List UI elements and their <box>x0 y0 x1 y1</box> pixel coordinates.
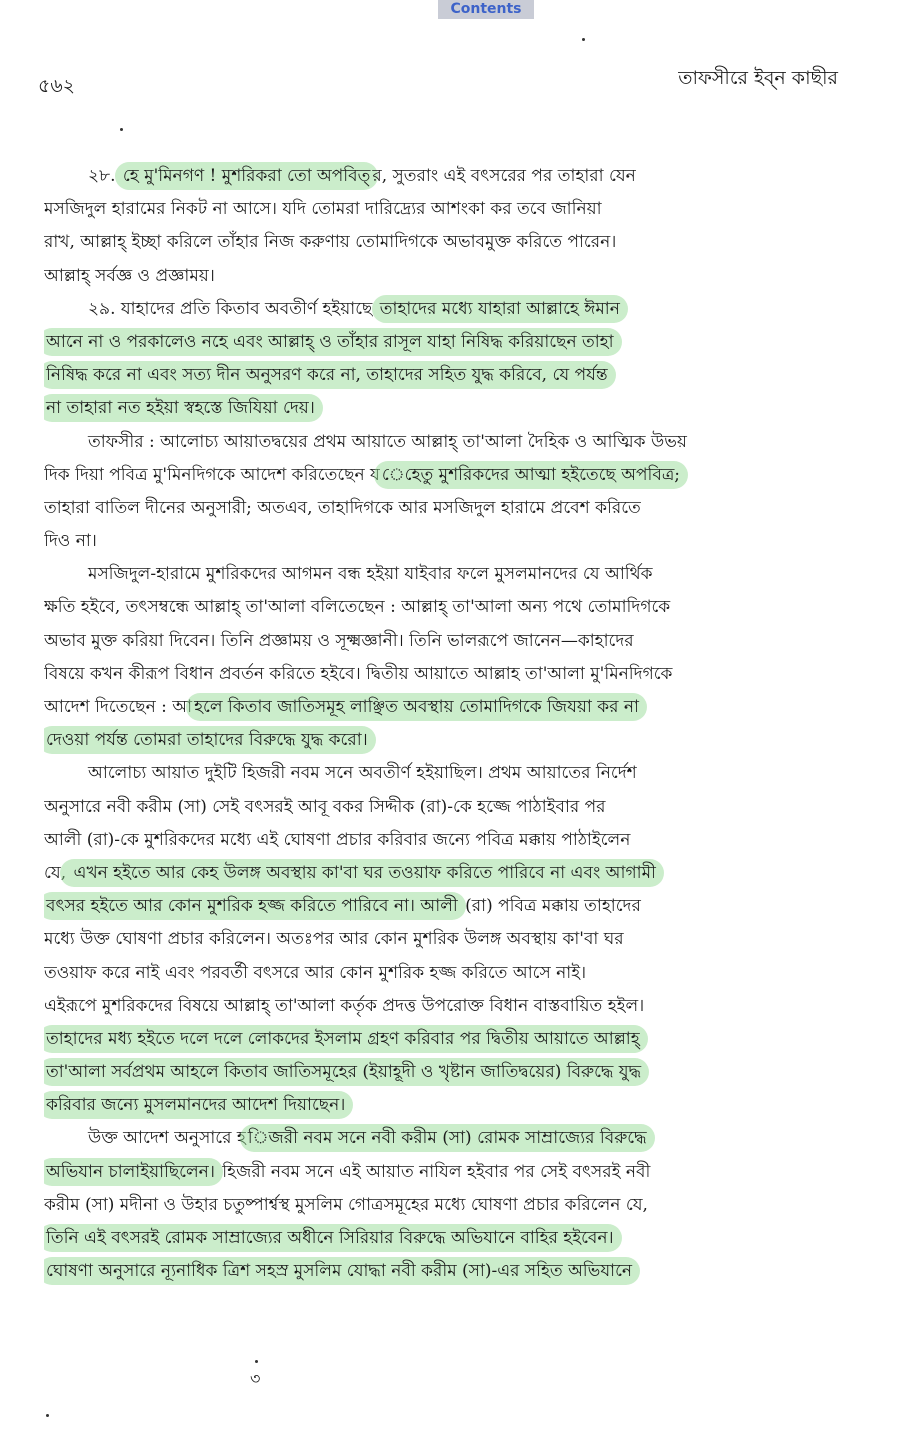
text-line <box>44 1056 842 1089</box>
scan-speck <box>582 38 585 41</box>
highlighted-text: তাহাদের মধ্যে যাহারা আল্লাহে ঈমান <box>372 295 628 323</box>
text-line: এইরূপে মুশরিকদের বিষয়ে আল্লাহ্ তা'আলা কর্তৃক প্রদত্ত উপরোক্ত বিধান বাস্তবায়িত হইল। <box>44 995 645 1016</box>
text-line: রাখ, আল্লাহ্ ইচ্ছা করিলে তাঁহার নিজ করুণায় তোমাদিগকে অভাবমুক্ত করিতে পারেন। <box>44 232 617 253</box>
highlighted-text: দেওয়া পর্যন্ত তোমরা তাহাদের বিরুদ্ধে যুদ্ধ করো। <box>44 726 376 754</box>
text-line: তাহারা বাতিল দীনের অনুসারী; অতএব, তাহাদিগকে আর মসজিদুল হারামে প্রবেশ করিতে <box>44 497 641 518</box>
text-line: ২৯. যাহাদের প্রতি কিতাব অবতীর্ণ হইয়াছে তাহাদের মধ্যে যাহারা আল্লাহে ঈমান <box>44 293 842 326</box>
text-line: বিষয়ে কখন কীরূপ বিধান প্রবর্তন করিতে হইবে। দ্বিতীয় আয়াতে আল্লাহ তা'আলা মু'মিনদিগকে <box>44 663 673 684</box>
text-line: যে, এখন হইতে আর কেহ উলঙ্গ অবস্থায় কা'বা ঘর তওয়াফ করিতে পারিবে না এবং আগামী <box>44 857 842 890</box>
highlighted-text: িজরী নবম সনে নবী করীম (সা) রোমক সাম্রাজ্যের বিরুদ্ধে <box>240 1124 655 1152</box>
body-text <box>44 160 842 1288</box>
highlighted-text: নিষিদ্ধ করে না এবং সত্য দীন অনুসরণ করে না, তাহাদের সহিত যুদ্ধ করিবে, যে পর্যন্ত <box>44 361 616 389</box>
text-line: মসজিদুল-হারামে মুশরিকদের আগমন বন্ধ হইয়া যাইবার ফলে মুসলমানদের যে আর্থিক <box>88 564 653 585</box>
highlighted-text: তাহাদের মধ্য হইতে দলে দলে লোকদের ইসলাম গ্রহণ করিবার পর দ্বিতীয় আয়াতে আল্লাহ্ <box>44 1025 648 1053</box>
page-number: ৫৬২ <box>38 75 76 97</box>
scan-speck <box>120 128 123 131</box>
highlighted-text: অভিযান চালাইয়াছিলেন। <box>44 1158 223 1186</box>
highlighted-text: করিবার জন্যে মুসলমানদের আদেশ দিয়াছেন। <box>44 1091 353 1119</box>
highlighted-text: বৎসর হইতে আর কোন মুশরিক হজ্জ করিতে পারিবে না। আলী <box>44 892 466 920</box>
text-line: উক্ত আদেশ অনুসারে হ িজরী নবম সনে নবী করীম (সা) রোমক সাম্রাজ্যের বিরুদ্ধে <box>44 1122 842 1155</box>
highlighted-text: এখন হইতে আর কেহ উলঙ্গ অবস্থায় কা'বা ঘর তওয়াফ করিতে পারিবে না এবং আগামী <box>60 859 664 887</box>
highlighted-text: তিনি এই বৎসরই রোমক সাম্রাজ্যের অধীনে সিরিয়ার বিরুদ্ধে অভিযানে বাহির হইবেন। <box>44 1224 622 1252</box>
footer-mark: ৩ <box>250 1369 261 1388</box>
text-line: আলোচ্য আয়াত দুইটি হিজরী নবম সনে অবতীর্ণ হইয়াছিল। প্রথম আয়াতের নির্দেশ <box>88 763 637 784</box>
text-line: আদেশ দিতেছেন : আ হলে কিতাব জাতিসমূহ লাঞ্ছিত অবস্থায় তোমাদিগকে জিযয়া কর না <box>44 691 842 724</box>
highlighted-text: তা'আলা সর্বপ্রথম আহলে কিতাব জাতিসমূহের (ইয়াহূদী ও খৃষ্টান জাতিদ্বয়ের) বিরুদ্ধে যুদ্ধ <box>44 1058 649 1086</box>
text-line <box>44 1255 842 1288</box>
text-line <box>44 359 842 392</box>
scan-speck <box>255 1360 258 1363</box>
text-line: ক্ষতি হইবে, তৎসম্বন্ধে আল্লাহ্ তা'আলা বলিতেছেন : আল্লাহ্ তা'আলা অন্য পথে তোমাদিগকে <box>44 597 671 618</box>
text-line <box>44 1023 842 1056</box>
scan-speck <box>46 1414 49 1417</box>
highlighted-text: আনে না ও পরকালেও নহে এবং আল্লাহ্ ও তাঁহার রাসূল যাহা নিষিদ্ধ করিয়াছেন তাহা <box>44 328 622 356</box>
text-line: আলী (রা)-কে মুশরিকদের মধ্যে এই ঘোষণা প্রচার করিবার জন্যে পবিত্র মক্কায় পাঠাইলেন <box>44 829 631 850</box>
text-line: তওয়াফ করে নাই এবং পরবর্তী বৎসরে আর কোন মুশরিক হজ্জ করিতে আসে নাই। <box>44 962 587 983</box>
highlighted-text: েহেতু মুশরিকদের আত্মা হইতেছে অপবিত্র; <box>374 461 688 489</box>
text-line <box>44 392 842 425</box>
contents-button[interactable]: Contents <box>438 0 534 19</box>
text-line <box>44 326 842 359</box>
text-line: দিও না। <box>44 531 97 552</box>
text-line: করীম (সা) মদীনা ও উহার চতুষ্পার্শ্বস্থ মুসলিম গোত্রসমূহের মধ্যে ঘোষণা প্রচার করিলেন যে, <box>44 1194 648 1215</box>
text-line: বৎসর হইতে আর কোন মুশরিক হজ্জ করিতে পারিবে না। আলী (রা) পবিত্র মক্কায় তাহাদের <box>44 890 842 923</box>
highlighted-text: হলে কিতাব জাতিসমূহ লাঞ্ছিত অবস্থায় তোমাদিগকে জিযয়া কর না <box>186 693 647 721</box>
text-line: অনুসারে নবী করীম (সা) সেই বৎসরই আবূ বকর সিদ্দীক (রা)-কে হজ্জে পাঠাইবার পর <box>44 796 606 817</box>
highlighted-text: না তাহারা নত হইয়া স্বহস্তে জিযিয়া দেয়। <box>44 394 323 422</box>
text-line: মধ্যে উক্ত ঘোষণা প্রচার করিলেন। অতঃপর আর কোন মুশরিক উলঙ্গ অবস্থায় কা'বা ঘর <box>44 929 624 950</box>
text-line <box>44 1089 842 1122</box>
text-line: তাফসীর : আলোচ্য আয়াতদ্বয়ের প্রথম আয়াতে আল্লাহ্ তা'আলা দৈহিক ও আত্মিক উভয় <box>88 431 687 452</box>
text-line <box>44 1222 842 1255</box>
highlighted-text: ঘোষণা অনুসারে ন্যূনাধিক ত্রিশ সহস্র মুসলিম যোদ্ধা নবী করীম (সা)-এর সহিত অভিযানে <box>44 1257 640 1285</box>
text-line: অভাব মুক্ত করিয়া দিবেন। তিনি প্রজ্ঞাময় ও সূক্ষ্মজ্ঞানী। তিনি ভালরূপে জানেন—কাহাদের <box>44 630 634 651</box>
text-line <box>44 724 842 757</box>
text-line: মসজিদুল হারামের নিকট না আসে। যদি তোমরা দারিদ্র্যের আশংকা কর তবে জানিয়া <box>44 199 602 220</box>
text-line: অভিযান চালাইয়াছিলেন। হিজরী নবম সনে এই আয়াত নাযিল হইবার পর সেই বৎসরই নবী <box>44 1156 842 1189</box>
text-line: দিক দিয়া পবিত্র মু'মিনদিগকে আদেশ করিতেছেন য েহেতু মুশরিকদের আত্মা হইতেছে অপবিত্র; <box>44 459 842 492</box>
text-line: ২৮. হে মু'মিনগণ ! মুশরিকরা তো অপবিত্ র, সুতরাং এই বৎসরের পর তাহারা যেন <box>44 160 842 193</box>
running-title: তাফসীরে ইব্‌ন কাছীর <box>678 67 838 89</box>
highlighted-text: হে মু'মিনগণ ! মুশরিকরা তো অপবিত্ <box>115 162 378 190</box>
text-line: আল্লাহ্ সর্বজ্ঞ ও প্রজ্ঞাময়। <box>44 265 215 286</box>
